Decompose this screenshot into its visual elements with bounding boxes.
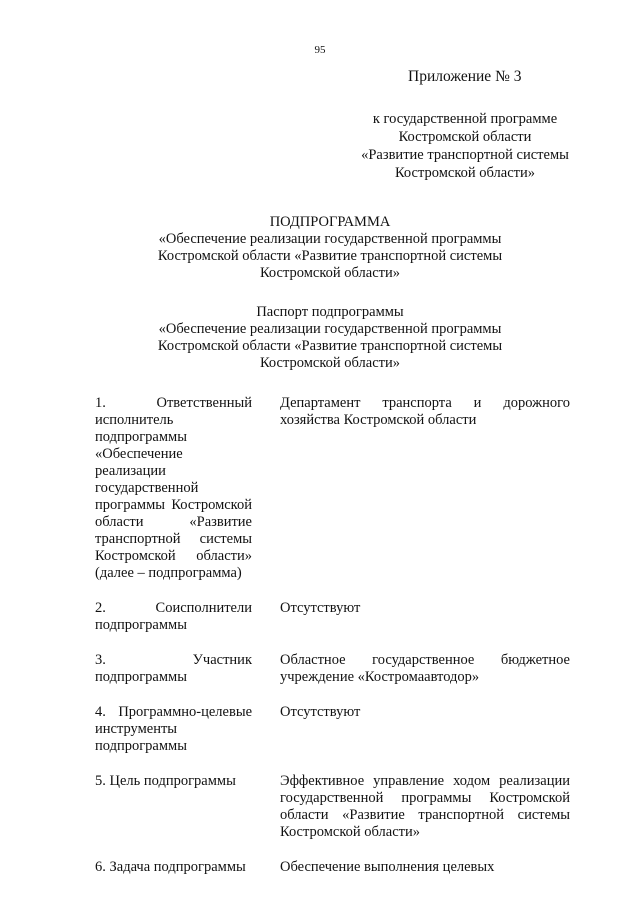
- subprogram-name-line: «Обеспечение реализации государственной программы: [158, 231, 502, 247]
- table-row: [95, 773, 570, 859]
- table-row: [95, 652, 570, 704]
- subprogram-name-line: Костромской области «Развитие транспортной системы: [157, 248, 503, 264]
- passport-name-line: Костромской области «Развитие транспортной системы: [157, 338, 503, 354]
- row-label: 1. Ответственный исполнитель подпрограммы «Обеспечение реализации государственной программы Костромской области «Развитие транспортной системы Костромской области» (далее – подпрограмма): [95, 395, 252, 581]
- passport-table: [95, 395, 570, 894]
- row-value: Областное государственное бюджетное учреждение «Костромаавтодор»: [280, 652, 570, 685]
- appendix-number: Приложение № 3: [408, 68, 522, 85]
- passport-name-line: Костромской области»: [259, 355, 400, 371]
- subprogram-heading: [80, 214, 580, 282]
- passport-name-line: «Обеспечение реализации государственной программы: [158, 321, 502, 337]
- row-label: 4. Программно-целевые инструменты подпрограммы: [95, 704, 252, 754]
- appendix-reference-line: к государственной программе: [372, 111, 558, 127]
- table-row: [95, 704, 570, 773]
- row-value: Отсутствуют: [280, 600, 361, 616]
- row-value: Обеспечение выполнения целевых: [280, 859, 495, 875]
- row-value: Отсутствуют: [280, 704, 361, 720]
- table-row: [95, 395, 570, 600]
- passport-title: Паспорт подпрограммы: [256, 304, 404, 320]
- appendix-reference: [340, 110, 590, 182]
- row-label: 5. Цель подпрограммы: [95, 773, 236, 789]
- appendix-reference-line: «Развитие транспортной системы: [361, 147, 569, 163]
- row-value: Эффективное управление ходом реализации государственной программы Костромской области «Развитие транспортной системы Костромской области»: [280, 773, 570, 840]
- subprogram-name-line: Костромской области»: [259, 265, 400, 281]
- passport-heading: [80, 304, 580, 372]
- subprogram-title: ПОДПРОГРАММА: [269, 214, 391, 230]
- page-number: 95: [314, 44, 326, 56]
- appendix-reference-line: Костромской области»: [394, 165, 535, 181]
- row-label: 3. Участник подпрограммы: [95, 652, 252, 685]
- row-value: Департамент транспорта и дорожного хозяйства Костромской области: [280, 395, 570, 428]
- appendix-reference-line: Костромской области: [398, 129, 532, 145]
- table-row: [95, 859, 570, 894]
- table-row: [95, 600, 570, 652]
- row-label: 6. Задача подпрограммы: [95, 859, 246, 875]
- row-label: 2. Соисполнители подпрограммы: [95, 600, 252, 633]
